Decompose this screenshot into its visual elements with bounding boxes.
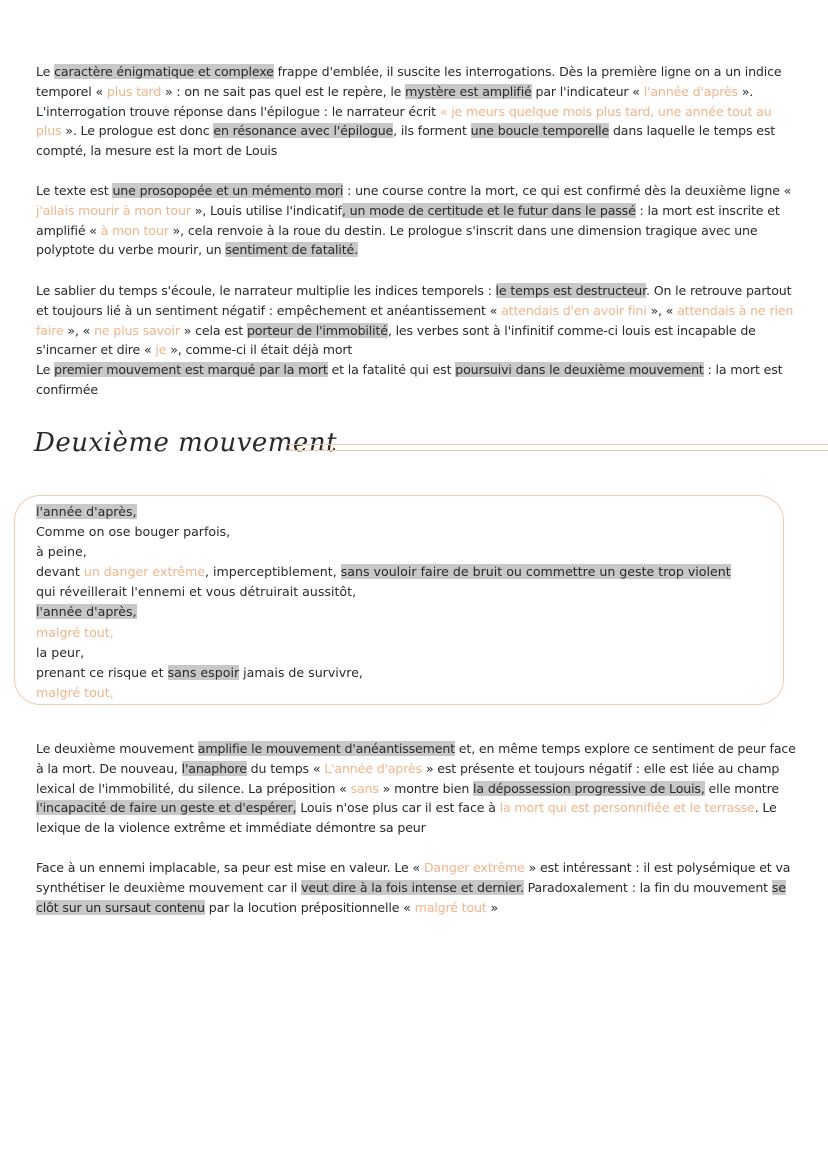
paragraph-danger-extreme [36, 858, 796, 917]
text-run: frappe d'emblée, il suscite les interrogations. Dès la première ligne on a un indice temporel « [36, 64, 782, 99]
highlighted-text: veut dire à la fois intense et dernier. [301, 879, 524, 895]
highlighted-text: sentiment de fatalité. [225, 242, 358, 258]
title-decorative-rule [286, 444, 828, 451]
quoted-text: j'allais mourir à mon tour [36, 202, 191, 218]
text-run: Le [36, 64, 55, 79]
highlighted-text: sans espoir [167, 664, 240, 680]
paragraph-prosopopee [36, 181, 796, 260]
quoted-text: la mort qui est personnifiée et le terrasse [499, 800, 755, 816]
quoted-text: malgré tout [414, 899, 487, 915]
highlighted-text: poursuivi dans le deuxième mouvement [455, 362, 704, 378]
highlighted-text: l'année d'après, [36, 604, 137, 620]
poem-line [36, 683, 776, 703]
quoted-text: attendais à ne rien faire [36, 302, 794, 338]
highlighted-text: porteur de l'immobilité [246, 322, 388, 338]
text-run: , les verbes sont à l'infinitif comme-ci louis est incapable de s'incarner et dire « [36, 322, 756, 358]
text-run: dans laquelle le temps est compté, la mesure est la mort de Louis [36, 123, 776, 159]
highlighted-text: l'anaphore [181, 760, 247, 776]
text-run: Le texte est [36, 183, 113, 198]
highlighted-text: le temps est destructeur [495, 283, 646, 298]
highlighted-text: l'incapacité de faire un geste et d'espérer, [36, 800, 297, 816]
quoted-text: ne plus savoir [94, 322, 180, 338]
poem-line [36, 582, 776, 602]
highlighted-text: , un mode de certitude et le futur dans le passé [341, 202, 636, 218]
text-run: : la mort est inscrite et amplifié « [36, 202, 780, 238]
poem-line [36, 542, 776, 562]
highlighted-text: sans vouloir faire de bruit ou commettre un geste trop violent [340, 564, 731, 580]
highlighted-text: l'année d'après, [36, 504, 137, 519]
poem-line [36, 602, 776, 622]
text-run: et la fatalité qui est [327, 362, 456, 378]
text-run: . Le lexique de la violence extrême et immédiate démontre sa peur [36, 800, 777, 836]
text-run: . On le retrouve partout et toujours lié à un sentiment négatif : empêchement et anéantissement « [36, 283, 792, 318]
text-run: Paradoxalement : la fin du mouvement [523, 879, 772, 895]
text-run: elle montre [704, 780, 779, 796]
highlighted-text: une prosopopée et un mémento mori [112, 183, 344, 198]
text-run: : une course contre la mort, ce qui est confirmé dès la deuxième ligne « [343, 183, 792, 198]
poem-excerpt [36, 502, 776, 703]
text-run: du temps « [246, 760, 325, 776]
quoted-text: attendais d'en avoir fini [501, 302, 647, 318]
paragraph-second-movement [36, 739, 796, 838]
quoted-text: l'année d'après [643, 83, 738, 99]
text-run: : la mort est confirmée [36, 362, 783, 397]
poem-line [36, 663, 776, 683]
text-run: la peur, [36, 644, 85, 660]
text-run: , imperceptiblement, [205, 564, 341, 580]
quoted-text: malgré tout, [36, 624, 114, 640]
quoted-text: sans [350, 780, 379, 796]
text-run: », comme-ci il était déjà mort [166, 342, 353, 358]
text-run: Le deuxième mouvement [36, 741, 198, 756]
quoted-text: à mon tour [100, 222, 169, 238]
text-run: » : on ne sait pas quel est le repère, le [161, 83, 406, 99]
text-run: devant [36, 564, 84, 580]
quoted-text: Danger extrême [423, 860, 525, 875]
highlighted-text: caractère énigmatique et complexe [54, 64, 274, 79]
highlighted-text: mystère est amplifié [405, 83, 532, 99]
quoted-text: malgré tout, [36, 684, 114, 700]
text-run: » cela est [179, 322, 247, 338]
text-run: » montre bien [378, 780, 474, 796]
poem-line [36, 502, 776, 522]
text-run: » est présente et toujours négatif : elle est liée au champ lexical de l'immobilité, du silence. La préposition « [36, 760, 780, 796]
text-run: » est intéressant : il est polysémique et va synthétiser le deuxième mouvement car il [36, 860, 791, 895]
text-run: », cela renvoie à la roue du destin. Le prologue s'inscrit dans une dimension tragique avec une polyptote du verbe mourir, un [36, 222, 758, 258]
text-run: ». L'interrogation trouve réponse dans l'épilogue : le narrateur écrit [36, 83, 754, 119]
quoted-text: « je meurs quelque mois plus tard, une année tout au plus [36, 103, 772, 139]
highlighted-text: en résonance avec l'épilogue [213, 123, 394, 139]
text-run: Louis n'ose plus car il est face à [296, 800, 500, 816]
quoted-text: plus tard [106, 83, 162, 99]
paragraph-time-destructive [36, 281, 796, 400]
poem-line [36, 623, 776, 643]
text-run: jamais de survivre, [239, 664, 363, 680]
text-run: par l'indicateur « [531, 83, 644, 99]
quoted-text: L'année d'après [324, 760, 423, 776]
text-run: prenant ce risque et [36, 664, 168, 680]
text-run: » [486, 899, 499, 915]
text-run: », « [63, 322, 95, 338]
text-run: Le sablier du temps s'écoule, le narrateur multiplie les indices temporels : [36, 283, 496, 298]
text-run: », Louis utilise l'indicatif [190, 202, 342, 218]
highlighted-text: amplifie le mouvement d'anéantissement [197, 741, 455, 756]
highlighted-text: se clôt sur un sursaut contenu [36, 879, 786, 915]
highlighted-text: la dépossession progressive de Louis, [473, 780, 705, 796]
paragraph-intro-enigma [36, 62, 796, 161]
highlighted-text: une boucle temporelle [470, 123, 610, 139]
poem-line [36, 562, 776, 582]
text-run: et, en même temps explore ce sentiment de peur face à la mort. De nouveau, [36, 741, 796, 776]
text-run: », « [646, 302, 678, 318]
poem-line [36, 522, 776, 542]
quoted-text: je [155, 342, 167, 358]
text-run: Comme on ose bouger parfois, [36, 524, 231, 540]
quoted-text: un danger extrême [83, 564, 206, 580]
text-run: , ils forment [393, 123, 471, 139]
text-run: par la locution prépositionnelle « [204, 899, 415, 915]
text-run: qui réveillerait l'ennemi et vous détruirait aussitôt, [36, 584, 357, 600]
highlighted-text: premier mouvement est marqué par la mort [54, 362, 328, 378]
text-run: Le [36, 362, 55, 378]
text-run: à peine, [36, 544, 87, 560]
text-run: Face à un ennemi implacable, sa peur est mise en valeur. Le « [36, 860, 424, 875]
section-title: Deuxième mouvement [34, 428, 338, 458]
text-run: ». Le prologue est donc [61, 123, 214, 139]
poem-line [36, 643, 776, 663]
